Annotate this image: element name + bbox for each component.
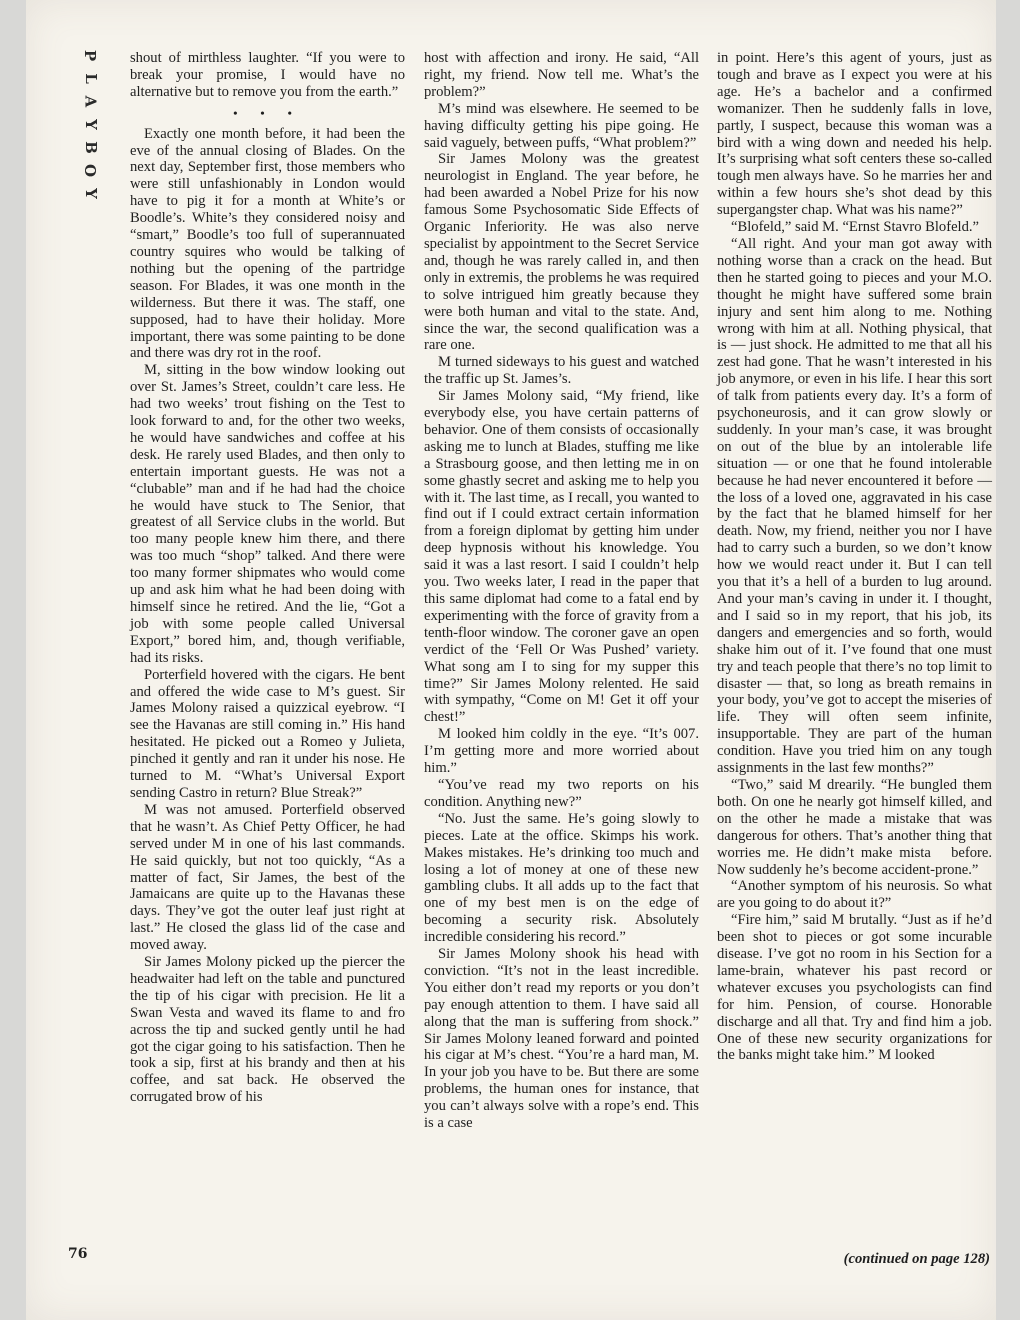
text-column-2 [424, 50, 699, 1132]
magazine-page [26, 0, 996, 1320]
side-logo-letter: O [81, 163, 100, 178]
body-paragraph: M turned sideways to his guest and watched the traffic up St. James’s. [424, 354, 699, 388]
body-paragraph: “Fire him,” said M brutally. “Just as if he’d been shot to pieces or got some incurable disease. I’ve got no room in his Section for a lame-brain, whatever his past record or whatever excuses you psychologists can find for him. Pension, of course. Honorable discharge and all that. Try and find him a job. One of these new security organizations for the banks might take him.” M looked [717, 912, 992, 1064]
body-paragraph: Sir James Molony was the greatest neurologist in England. The year before, he had been awarded a Nobel Prize for his now famous Some Psychosomatic Side Effects of Organic Inferiority. He was also nerve specialist by appointment to the Secret Service and, though he was rarely called in, and then only in extremis, the problems he was required to solve intrigued him greatly because they were both human and vital to the state. And, since the war, the second qualification was a rare one. [424, 151, 699, 354]
body-paragraph: “You’ve read my two reports on his condition. Anything new?” [424, 776, 699, 810]
body-paragraph: Sir James Molony picked up the piercer the headwaiter had left on the table and punctured the tip of his cigar with precision. He lit a Swan Vesta and waved its flame to and fro across the tip and sucked gently until he had got the cigar going to his satisfaction. Then he took a sip, first at his brandy and then at his coffee, and sat back. He observed the corrugated brow of his [130, 954, 405, 1106]
playboy-side-logo [78, 44, 102, 205]
body-paragraph: host with affection and irony. He said, “All right, my friend. Now tell me. What’s the problem?” [424, 50, 699, 100]
side-logo-letter: Y [81, 119, 100, 130]
body-paragraph: M looked him coldly in the eye. “It’s 007. I’m getting more and more worried about him.” [424, 726, 699, 777]
body-paragraph: “All right. And your man got away with nothing worse than a crack on the head. But then he started going to pieces and your M.O. thought he might have suffered some brain injury and sent him along to me. Nothing wrong with him at all. Nothing physical, that is — just shock. He admitted to me that all his zest had gone. That he wasn’t interested in his job anymore, or even in his life. I hear this sort of talk from patients every day. It’s a form of psychoneurosis, and it can grow slowly or suddenly. In your man’s case, it was brought on out of the blue by an intolerable life situation — or one that he found intolerable because he had never encountered it before — the loss of a loved one, aggravated in his case by the fact that he blamed himself for her death. Now, my friend, neither you nor I have had to carry such a burden, so we don’t know how we would react under it. But I can tell you that it’s a hell of a burden to lug around. And your man’s caving in under it. I thought, and I said so in my report, that his job, its dangers and emergencies and so forth, would shake him out of it. I’ve found that one must try and teach people that there’s no top limit to disaster — that, so long as breath remains in your body, you’ve got to accept the miseries of life. They will often seem infinite, insupportable. They are part of the human condition. Have you tried him on any tough assignments in the last few months?” [717, 235, 992, 777]
body-paragraph: Sir James Molony shook his head with conviction. “It’s not in the least incredible. You either don’t read my reports or you don’t pay enough attention to them. I have said all along that the man is suffering from shock.” Sir James Molony leaned forward and pointed his cigar at M’s chest. “You’re a hard man, M. In your job you have to be. But there are some problems, the human ones for instance, that you can’t always solve with a rope’s end. This is a case [424, 946, 699, 1132]
body-paragraph: Porterfield hovered with the cigars. He bent and offered the wide case to M’s guest. Sir James Molony raised a quizzical eyebrow. “I see the Havanas are still coming in.” His hand hesitated. He picked out a Romeo y Julieta, pinched it gently and ran it under his nose. He turned to M. “What’s Universal Export sending Castro in return? Blue Streak?” [130, 666, 405, 801]
body-paragraph: “No. Just the same. He’s going slowly to pieces. Late at the office. Skimps his work. Makes mistakes. He’s drinking too much and losing a lot of money at one of these new gambling clubs. It all adds up to the fact that one of my best men is on the edge of becoming a security risk. Absolutely incredible considering his record.” [424, 810, 699, 946]
text-column-3 [717, 50, 992, 1064]
body-paragraph: M was not amused. Porterfield observed that he wasn’t. As Chief Petty Officer, he had served under M in one of his last commands. He said quickly, but not too quickly, “As a matter of fact, Sir James, the best of the Jamaicans are quite up to the Havanas these days. They’ve got the outer leaf just right at last.” He closed the glass lid of the case and moved away. [130, 801, 405, 954]
continued-note: (continued on page 128) [843, 1251, 990, 1267]
body-paragraph: Sir James Molony said, “My friend, like everybody else, you have certain patterns of behavior. One of them consists of occasionally asking me to lunch at Blades, stuffing me like a Strasbourg goose, and then letting me in on some ghastly secret and asking me to help you with it. The last time, as I recall, you wanted to find out if I could extract certain information from a foreign diplomat by getting him under deep hypnosis without his knowledge. You said it was a last resort. I said I couldn’t help you. Two weeks later, I read in the paper that this same diplomat had come to a fatal end by experimenting with the force of gravity from a tenth-floor window. The coroner gave an open verdict of the ‘Fell Or Was Pushed’ variety. What song am I to sing for my supper this time?” Sir James Molony relented. He said with sympathy, “Come on M! Get it off your chest!” [424, 388, 699, 726]
body-paragraph: M, sitting in the bow window looking out over St. James’s Street, couldn’t care less. He had two weeks’ trout fishing on the Test to look forward to and, for the other two weeks, he would have sandwiches and coffee at his desk. He rarely used Blades, and then only to entertain important guests. He was not a “clubable” man and if he had had the choice he would have stuck to The Senior, that greatest of all Service clubs in the world. But too many people knew him there, and there was too much “shop” talked. And there were too many former shipmates who would come up and ask him what he had been doing with himself since he retired. And the lie, “Got a job with some people called Universal Export,” bored him, and, though verifiable, had its risks. [130, 362, 405, 666]
side-logo-letter: Y [81, 188, 100, 199]
section-break: • • • [233, 105, 302, 120]
body-paragraph: Exactly one month before, it had been the eve of the annual closing of Blades. On the next day, September first, those members who were still unfashionably in London would have to pig it for a month at White’s or Boodle’s. White’s they considered noisy and “smart,” Boodle’s too full of superannuated country squires who would be talking of nothing but the opening of the partridge season. For Blades, it was one month in the wilderness. But there it was. The staff, one supposed, had to have their holiday. More important, there was some painting to be done and there was dry rot in the roof. [130, 125, 405, 362]
side-logo-letter: B [81, 141, 100, 154]
body-paragraph: “Another symptom of his neurosis. So what are you going to do about it?” [717, 878, 992, 912]
body-paragraph: in point. Here’s this agent of yours, just as tough and brave as I expect you were at his age. He’s a bachelor and a confirmed womanizer. Then he suddenly falls in love, partly, I suspect, because this woman was a bird with a wing down and needed his help. It’s surprising what soft centers these so-called tough men always have. So he marries her and within a few hours she’s shot dead by this supergangster chap. What was his name?” [717, 50, 992, 219]
text-column-1 [130, 50, 405, 1106]
body-paragraph: M’s mind was elsewhere. He seemed to be having difficulty getting his pipe going. He said vaguely, between puffs, “What problem?” [424, 100, 699, 151]
side-logo-letter: P [81, 49, 100, 62]
page-number: 76 [68, 1246, 88, 1262]
body-paragraph: shout of mirthless laughter. “If you were to break your promise, I would have no alternative but to remove you from the earth.” [130, 50, 405, 100]
body-paragraph: “Two,” said M drearily. “He bungled them both. On one he nearly got himself killed, and on the other he made a mistake that was dangerous for others. That’s another thing that worries me. He didn’t make mista before. Now suddenly he’s become accident-prone.” [717, 776, 992, 878]
side-logo-letter: A [81, 95, 100, 108]
side-logo-letter: L [81, 73, 100, 84]
body-paragraph: “Blofeld,” said M. “Ernst Stavro Blofeld.” [731, 219, 980, 236]
